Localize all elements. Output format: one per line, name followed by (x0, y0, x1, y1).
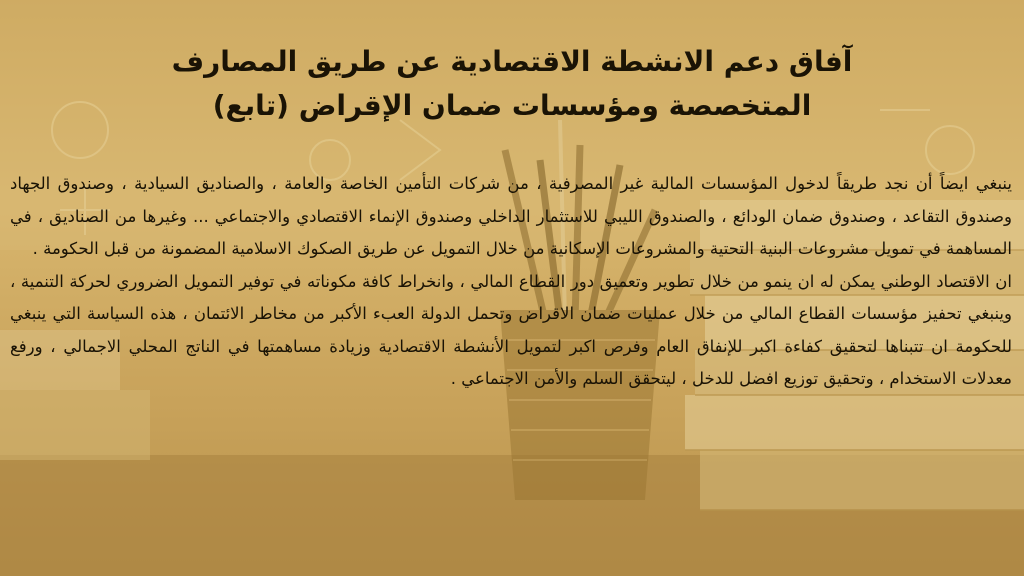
paragraph-2: ان الاقتصاد الوطني يمكن له ان ينمو من خلال تطوير وتعميق دور القطاع المالي ، وانخراط كافة مكوناته في توفير التمويل الضروري لحركة التنمية ، وينبغي تحفيز مؤسسات القطاع المالي من خلال عمليات ضمان الاقراض وتحمل الدولة العبء الأكبر من مخاطر الائتمان ، هذه السياسة التي ينبغي للحكومة ان تتبناها لتحقيق كفاءة اكبر للإنفاق العام وفرص اكبر لتمويل الأنشطة الاقتصادية وزيادة مساهمتها في الناتج المحلي الاجمالي ، ورفع معدلات الاستخدام ، وتحقيق توزيع افضل للدخل ، ليتحقق السلم والأمن الاجتماعي . (10, 271, 1012, 388)
title-line-2: المتخصصة ومؤسسات ضمان الإقراض (تابع) (212, 89, 812, 122)
paragraph-1: ينبغي ايضاً أن نجد طريقاً لدخول المؤسسات المالية غير المصرفية ، من شركات التأمين الخاصة والعامة ، والصناديق السيادية ، وصندوق الجهاد وصندوق التقاعد ، وصندوق ضمان الودائع ، والصندوق الليبي للاستثمار الداخلي وصندوق الإنماء الاقتصادي والاجتماعي ... وغيرها من الصناديق ، في المساهمة في تمويل مشروعات البنية التحتية والمشروعات الإسكانية من خلال التمويل عن طريق الصكوك الاسلامية المضمونة من قبل الحكومة . (10, 174, 1012, 258)
slide-body (10, 168, 1012, 396)
title-line-1: آفاق دعم الانشطة الاقتصادية عن طريق المصارف (171, 45, 853, 78)
slide-title (0, 40, 1024, 128)
